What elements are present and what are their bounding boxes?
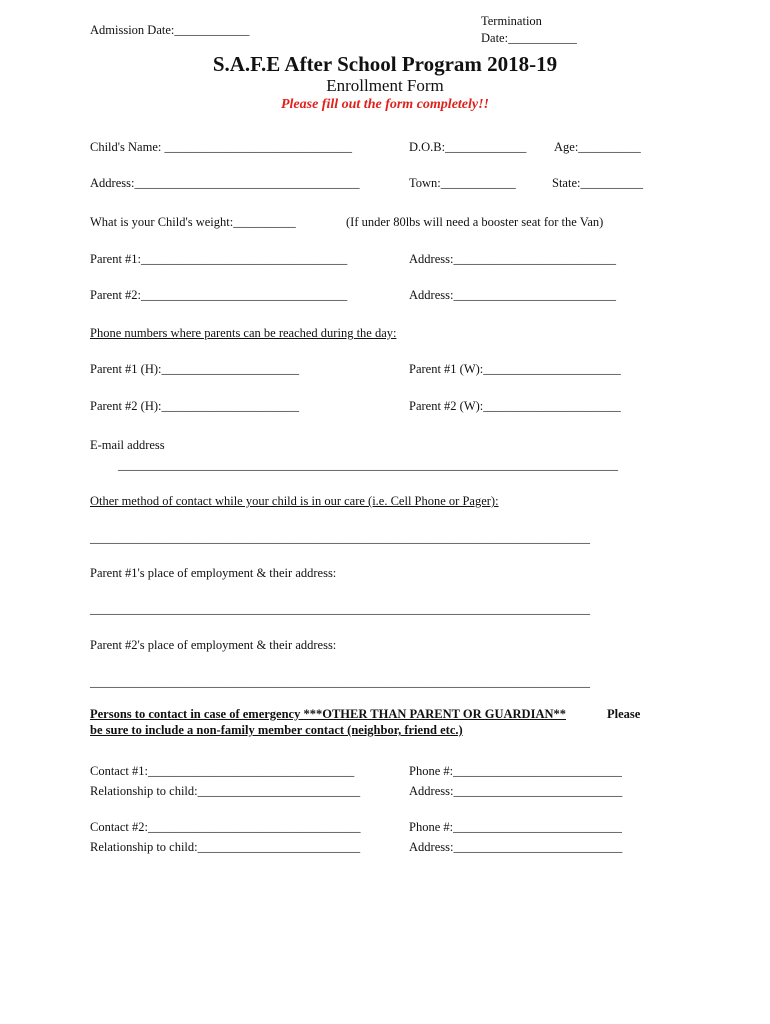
parent1-employment-field[interactable]: ________________________________________________________________________________ [90,602,590,616]
other-contact-field[interactable]: ________________________________________________________________________________ [90,531,590,545]
emergency-please: Please [607,707,641,721]
parent1-address-field[interactable]: Address:__________________________ [409,252,616,266]
form-instruction: Please fill out the form completely!! [280,97,490,112]
address-field[interactable]: Address:____________________________________ [90,176,360,190]
contact1-relationship-field[interactable]: Relationship to child:__________________________ [90,784,361,798]
parent2-home-phone-field[interactable]: Parent #2 (H):______________________ [90,399,300,413]
booster-note: (If under 80lbs will need a booster seat for the Van) [346,215,604,229]
age-field[interactable]: Age:__________ [554,140,641,154]
contact1-phone-field[interactable]: Phone #:___________________________ [409,764,622,778]
parent1-home-phone-field[interactable]: Parent #1 (H):______________________ [90,362,300,376]
email-field[interactable]: ________________________________________________________________________________ [118,458,618,472]
emergency-heading-note: be sure to include a non-family member contact (neighbor, friend etc.) [90,723,463,737]
form-subtitle: Enrollment Form [326,76,444,95]
contact1-field[interactable]: Contact #1:_________________________________ [90,764,355,778]
email-label: E-mail address [90,438,165,452]
termination-date-field[interactable]: Date:___________ [481,31,577,45]
parent2-work-phone-field[interactable]: Parent #2 (W):______________________ [409,399,621,413]
parent2-employment-label: Parent #2's place of employment & their address: [90,638,337,652]
contact2-phone-field[interactable]: Phone #:___________________________ [409,820,622,834]
parent1-work-phone-field[interactable]: Parent #1 (W):______________________ [409,362,621,376]
contact1-address-field[interactable]: Address:___________________________ [409,784,623,798]
contact2-address-field[interactable]: Address:___________________________ [409,840,623,854]
child-name-field[interactable]: Child's Name: ______________________________ [90,140,352,154]
parent2-field[interactable]: Parent #2:_________________________________ [90,288,348,302]
termination-label: Termination [481,14,542,28]
parent2-employment-field[interactable]: ________________________________________________________________________________ [90,675,590,689]
admission-date-field[interactable]: Admission Date:____________ [90,23,250,37]
contact2-relationship-field[interactable]: Relationship to child:__________________________ [90,840,361,854]
contact2-field[interactable]: Contact #2:__________________________________ [90,820,361,834]
parent2-address-field[interactable]: Address:__________________________ [409,288,616,302]
other-contact-heading: Other method of contact while your child is in our care (i.e. Cell Phone or Pager): [90,494,499,508]
emergency-heading: Persons to contact in case of emergency ***OTHER THAN PARENT OR GUARDIAN** [90,707,567,721]
state-field[interactable]: State:__________ [552,176,643,190]
town-field[interactable]: Town:____________ [409,176,516,190]
parent1-employment-label: Parent #1's place of employment & their address: [90,566,337,580]
form-title: S.A.F.E After School Program 2018-19 [212,52,558,76]
dob-field[interactable]: D.O.B:_____________ [409,140,527,154]
phone-numbers-heading: Phone numbers where parents can be reached during the day: [90,326,397,340]
parent1-field[interactable]: Parent #1:_________________________________ [90,252,348,266]
weight-field[interactable]: What is your Child's weight:__________ [90,215,296,229]
